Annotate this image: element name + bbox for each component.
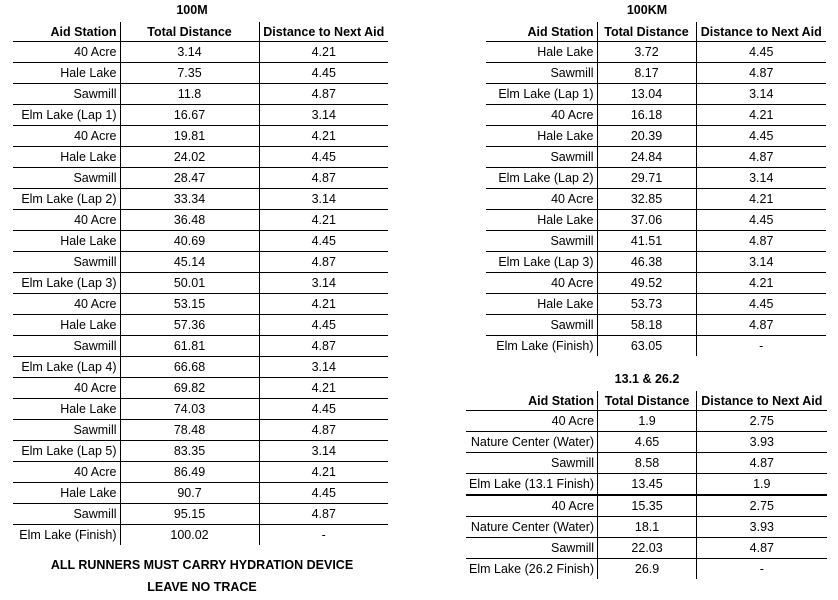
table-row [13, 147, 388, 168]
table-row [486, 63, 826, 84]
cell-aid-station: Hale Lake [13, 147, 120, 168]
cell-distance-to-next-aid: 3.14 [259, 273, 388, 294]
cell-total-distance: 16.67 [120, 105, 259, 126]
cell-aid-station: Elm Lake (Lap 4) [13, 357, 120, 378]
table-row [486, 252, 826, 273]
cell-aid-station: Nature Center (Water) [466, 432, 598, 453]
cell-total-distance: 95.15 [120, 504, 259, 525]
table-row [486, 105, 826, 126]
header-total-distance: Total Distance [120, 22, 259, 42]
cell-total-distance: 15.35 [598, 495, 697, 517]
cell-total-distance: 19.81 [120, 126, 259, 147]
cell-aid-station: 40 Acre [486, 189, 597, 210]
cell-aid-station: Elm Lake (Lap 1) [13, 105, 120, 126]
cell-distance-to-next-aid: 4.21 [259, 378, 388, 399]
cell-total-distance: 53.15 [120, 294, 259, 315]
table-row [13, 462, 388, 483]
cell-aid-station: Hale Lake [13, 315, 120, 336]
table-row [13, 231, 388, 252]
cell-total-distance: 32.85 [597, 189, 696, 210]
cell-total-distance: 46.38 [597, 252, 696, 273]
cell-aid-station: Sawmill [486, 315, 597, 336]
cell-distance-to-next-aid: 4.21 [696, 189, 826, 210]
table-row [486, 126, 826, 147]
cell-aid-station: Sawmill [466, 453, 598, 474]
cell-total-distance: 26.9 [598, 559, 697, 580]
table-row [486, 42, 826, 63]
cell-distance-to-next-aid: 4.45 [696, 210, 826, 231]
cell-distance-to-next-aid: 4.21 [696, 105, 826, 126]
cell-aid-station: Hale Lake [486, 294, 597, 315]
cell-distance-to-next-aid: 4.87 [697, 538, 827, 559]
cell-distance-to-next-aid: 4.21 [696, 273, 826, 294]
table-row [13, 504, 388, 525]
table-row [13, 357, 388, 378]
cell-distance-to-next-aid: 4.87 [696, 147, 826, 168]
hydration-notice: ALL RUNNERS MUST CARRY HYDRATION DEVICE [50, 558, 354, 572]
cell-total-distance: 61.81 [120, 336, 259, 357]
cell-total-distance: 18.1 [598, 517, 697, 538]
cell-total-distance: 37.06 [597, 210, 696, 231]
cell-aid-station: Sawmill [13, 336, 120, 357]
cell-distance-to-next-aid: 3.93 [697, 517, 827, 538]
cell-aid-station: Elm Lake (26.2 Finish) [466, 559, 598, 580]
table-row [486, 189, 826, 210]
cell-aid-station: Nature Center (Water) [466, 517, 598, 538]
cell-aid-station: 40 Acre [466, 411, 598, 432]
table-row [466, 453, 827, 474]
cell-distance-to-next-aid: - [759, 339, 764, 353]
header-distance-to-next-aid: Distance to Next Aid [259, 22, 388, 42]
table-row [466, 432, 827, 453]
cell-distance-to-next-aid: 4.87 [696, 315, 826, 336]
cell-total-distance: 90.7 [120, 483, 259, 504]
table-row [13, 168, 388, 189]
table-row [466, 559, 827, 580]
table-row [486, 294, 826, 315]
cell-distance-to-next-aid: 4.87 [697, 453, 827, 474]
table-row [13, 315, 388, 336]
cell-total-distance: 7.35 [120, 63, 259, 84]
cell-distance-to-next-aid: 4.45 [259, 63, 388, 84]
cell-aid-station: Sawmill [13, 420, 120, 441]
table-row [13, 189, 388, 210]
cell-total-distance: 29.71 [597, 168, 696, 189]
cell-total-distance: 78.48 [120, 420, 259, 441]
header-aid-station: Aid Station [486, 22, 597, 42]
cell-total-distance: 86.49 [120, 462, 259, 483]
aid-table-100km [486, 22, 826, 356]
cell-aid-station: Hale Lake [13, 231, 120, 252]
cell-total-distance: 66.68 [120, 357, 259, 378]
cell-distance-to-next-aid: 4.21 [259, 42, 388, 63]
cell-total-distance: 49.52 [597, 273, 696, 294]
cell-aid-station: Elm Lake (Finish) [13, 525, 120, 546]
cell-aid-station: Elm Lake (Lap 3) [13, 273, 120, 294]
cell-aid-station: Elm Lake (Lap 2) [486, 168, 597, 189]
header-distance-to-next-aid: Distance to Next Aid [696, 22, 826, 42]
cell-total-distance: 24.02 [120, 147, 259, 168]
cell-aid-station: Sawmill [13, 504, 120, 525]
cell-aid-station: Elm Lake (Lap 3) [486, 252, 597, 273]
cell-total-distance: 53.73 [597, 294, 696, 315]
cell-distance-to-next-aid: 4.87 [259, 168, 388, 189]
cell-aid-station: Sawmill [486, 231, 597, 252]
cell-distance-to-next-aid: 4.87 [259, 504, 388, 525]
table-row [466, 411, 827, 432]
cell-total-distance: 57.36 [120, 315, 259, 336]
cell-total-distance: 45.14 [120, 252, 259, 273]
header-aid-station: Aid Station [466, 391, 598, 411]
table-row [13, 105, 388, 126]
table-header-row [466, 391, 827, 411]
table-header-row [13, 22, 388, 42]
cell-aid-station: Sawmill [13, 84, 120, 105]
table-row [13, 441, 388, 462]
cell-total-distance: 36.48 [120, 210, 259, 231]
cell-aid-station: Hale Lake [486, 210, 597, 231]
cell-total-distance: 100.02 [120, 525, 259, 546]
cell-aid-station: 40 Acre [13, 126, 120, 147]
cell-total-distance: 3.14 [120, 42, 259, 63]
cell-aid-station: Hale Lake [13, 63, 120, 84]
cell-aid-station: Elm Lake (13.1 Finish) [466, 474, 598, 496]
cell-distance-to-next-aid: 4.45 [696, 126, 826, 147]
cell-total-distance: 69.82 [120, 378, 259, 399]
header-total-distance: Total Distance [597, 22, 696, 42]
cell-total-distance: 8.17 [597, 63, 696, 84]
cell-total-distance: 11.8 [120, 84, 259, 105]
table-header-row [486, 22, 826, 42]
table-row [13, 126, 388, 147]
cell-aid-station: Sawmill [466, 538, 598, 559]
header-distance-to-next-aid: Distance to Next Aid [697, 391, 827, 411]
table-row [13, 525, 388, 546]
cell-total-distance: 1.9 [598, 411, 697, 432]
cell-total-distance: 8.58 [598, 453, 697, 474]
cell-distance-to-next-aid: 2.75 [697, 495, 827, 517]
cell-aid-station: 40 Acre [13, 378, 120, 399]
cell-distance-to-next-aid: 3.14 [259, 105, 388, 126]
cell-total-distance: 28.47 [120, 168, 259, 189]
header-total-distance: Total Distance [598, 391, 697, 411]
cell-distance-to-next-aid: 3.14 [259, 357, 388, 378]
cell-distance-to-next-aid: 4.45 [696, 42, 826, 63]
cell-distance-to-next-aid: 4.21 [259, 210, 388, 231]
cell-distance-to-next-aid: 4.21 [259, 126, 388, 147]
cell-total-distance: 74.03 [120, 399, 259, 420]
cell-distance-to-next-aid: 4.87 [259, 84, 388, 105]
table-row [13, 273, 388, 294]
cell-aid-station: Sawmill [13, 168, 120, 189]
table-row [486, 231, 826, 252]
cell-aid-station: 40 Acre [486, 105, 597, 126]
cell-aid-station: Hale Lake [486, 126, 597, 147]
cell-distance-to-next-aid: 4.87 [696, 63, 826, 84]
table-row [486, 210, 826, 231]
cell-total-distance: 22.03 [598, 538, 697, 559]
table-row [486, 336, 826, 357]
table-row [13, 252, 388, 273]
cell-distance-to-next-aid: 3.14 [259, 189, 388, 210]
table-row [466, 538, 827, 559]
table-row [13, 420, 388, 441]
cell-total-distance: 41.51 [597, 231, 696, 252]
cell-aid-station: Hale Lake [486, 42, 597, 63]
table-title-100km: 100KM [626, 3, 668, 17]
cell-distance-to-next-aid: 4.45 [259, 231, 388, 252]
cell-aid-station: Elm Lake (Lap 2) [13, 189, 120, 210]
cell-total-distance: 58.18 [597, 315, 696, 336]
table-row [466, 474, 827, 496]
aid-table-13-26 [466, 391, 827, 579]
cell-distance-to-next-aid: - [321, 528, 326, 542]
cell-distance-to-next-aid: 4.21 [259, 294, 388, 315]
cell-aid-station: Elm Lake (Lap 5) [13, 441, 120, 462]
cell-aid-station: 40 Acre [13, 462, 120, 483]
cell-total-distance: 13.04 [597, 84, 696, 105]
cell-total-distance: 20.39 [597, 126, 696, 147]
cell-distance-to-next-aid: 3.14 [696, 168, 826, 189]
cell-total-distance: 83.35 [120, 441, 259, 462]
table-row [13, 84, 388, 105]
cell-distance-to-next-aid: 4.45 [696, 294, 826, 315]
cell-total-distance: 50.01 [120, 273, 259, 294]
cell-distance-to-next-aid: 2.75 [697, 411, 827, 432]
table-row [13, 210, 388, 231]
cell-total-distance: 3.72 [597, 42, 696, 63]
cell-aid-station: 40 Acre [466, 495, 598, 517]
header-aid-station: Aid Station [13, 22, 120, 42]
cell-distance-to-next-aid: 4.87 [259, 252, 388, 273]
cell-total-distance: 63.05 [597, 336, 696, 357]
cell-distance-to-next-aid: 3.93 [697, 432, 827, 453]
cell-aid-station: Elm Lake (Lap 1) [486, 84, 597, 105]
cell-distance-to-next-aid: 4.87 [696, 231, 826, 252]
cell-distance-to-next-aid: 4.45 [259, 315, 388, 336]
table-title-13-26: 13.1 & 26.2 [614, 372, 680, 386]
aid-table-100m [13, 22, 388, 545]
cell-total-distance: 24.84 [597, 147, 696, 168]
table-row [486, 84, 826, 105]
table-row [466, 495, 827, 517]
cell-aid-station: 40 Acre [13, 210, 120, 231]
cell-total-distance: 16.18 [597, 105, 696, 126]
table-row [486, 147, 826, 168]
cell-distance-to-next-aid: - [759, 562, 764, 576]
cell-aid-station: Sawmill [13, 252, 120, 273]
table-row [13, 483, 388, 504]
cell-aid-station: Hale Lake [13, 399, 120, 420]
table-row [13, 294, 388, 315]
cell-distance-to-next-aid: 1.9 [697, 474, 827, 496]
cell-distance-to-next-aid: 3.14 [696, 84, 826, 105]
cell-aid-station: Sawmill [486, 147, 597, 168]
cell-total-distance: 13.45 [598, 474, 697, 496]
table-row [13, 336, 388, 357]
cell-distance-to-next-aid: 4.45 [259, 483, 388, 504]
cell-aid-station: Sawmill [486, 63, 597, 84]
table-row [486, 168, 826, 189]
cell-distance-to-next-aid: 4.21 [259, 462, 388, 483]
table-row [13, 63, 388, 84]
cell-aid-station: 40 Acre [13, 294, 120, 315]
cell-aid-station: Elm Lake (Finish) [486, 336, 597, 357]
table-row [13, 399, 388, 420]
cell-distance-to-next-aid: 4.45 [259, 399, 388, 420]
cell-total-distance: 4.65 [598, 432, 697, 453]
table-row [13, 378, 388, 399]
cell-distance-to-next-aid: 4.87 [259, 420, 388, 441]
cell-aid-station: 40 Acre [486, 273, 597, 294]
leave-no-trace-notice: LEAVE NO TRACE [147, 580, 257, 594]
cell-distance-to-next-aid: 3.14 [259, 441, 388, 462]
cell-distance-to-next-aid: 4.87 [259, 336, 388, 357]
cell-total-distance: 33.34 [120, 189, 259, 210]
cell-distance-to-next-aid: 4.45 [259, 147, 388, 168]
table-title-100m: 100M [176, 3, 208, 17]
cell-aid-station: Hale Lake [13, 483, 120, 504]
cell-aid-station: 40 Acre [13, 42, 120, 63]
table-row [486, 273, 826, 294]
table-row [466, 517, 827, 538]
cell-total-distance: 40.69 [120, 231, 259, 252]
table-row [13, 42, 388, 63]
cell-distance-to-next-aid: 3.14 [696, 252, 826, 273]
table-row [486, 315, 826, 336]
